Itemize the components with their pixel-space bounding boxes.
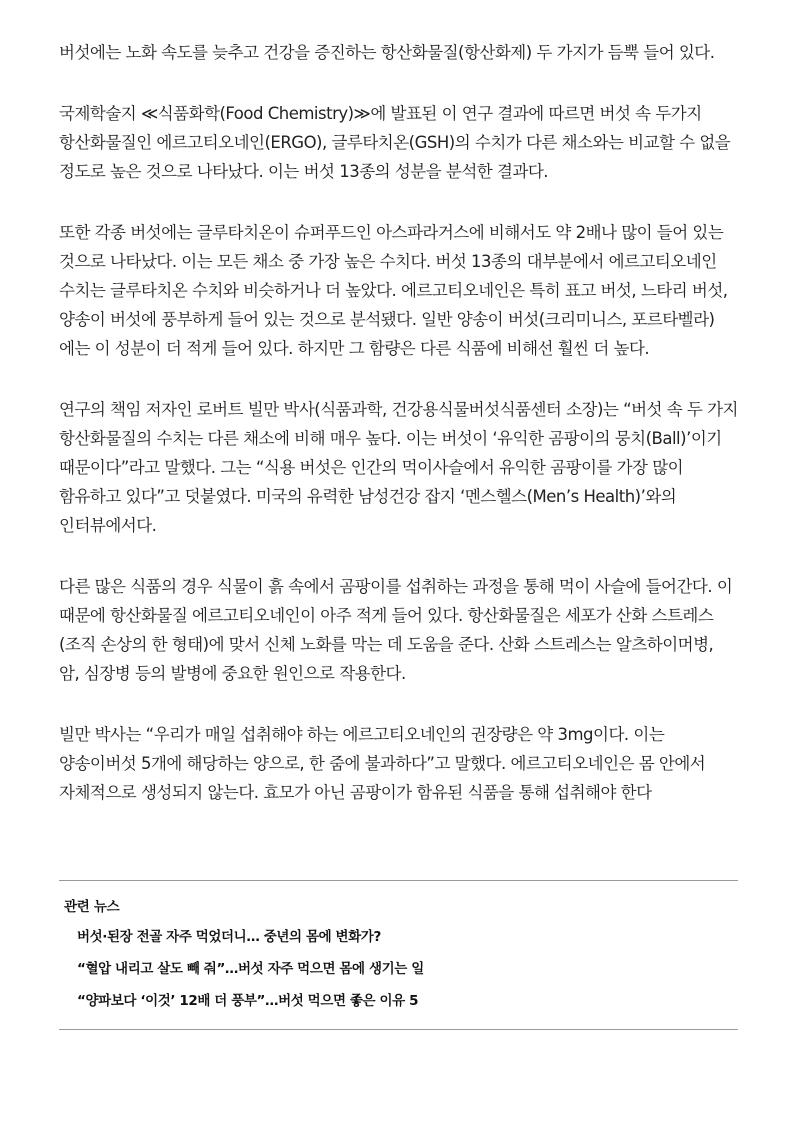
article-paragraph-1: 버섯에는 노화 속도를 늦추고 건강을 증진하는 항산화물질(항산화제) 두 가지가 듬뿍 들어 있다. xyxy=(59,43,715,62)
article-paragraph-3: 또한 각종 버섯에는 글루타치온이 슈퍼푸드인 아스파라거스에 비해서도 약 2배나 많이 들어 있는 것으로 나타났다. 이는 모든 채소 중 가장 높은 수치다. 버섯 13종의 대부분에서 에르고티오네인 수치는 글루타치온 수치와 비슷하거나 더 높았다. 에르고티오네인은 특히 표고 버섯, 느타리 버섯, 양송이 버섯에 풍부하게 들어 있는 것으로 분석됐다. 일반 양송이 버섯(크리미니스, 포르타벨라)에는 이 성분이 더 적게 들어 있다. 하지만 그 함량은 다른 식품에 비해선 훨씬 더 높다. xyxy=(59,223,728,358)
article-body xyxy=(59,38,738,839)
related-news-link-1[interactable]: 버섯·된장 전골 자주 먹었더니… 중년의 몸에 변화가? xyxy=(77,929,381,945)
article-paragraph-6: 빌만 박사는 “우리가 매일 섭취해야 하는 에르고티오네인의 권장량은 약 3mg이다. 이는 양송이버섯 5개에 해당하는 양으로, 한 줌에 불과하다”고 말했다. 에르고티오네인은 몸 안에서 자체적으로 생성되지 않는다. 효모가 아닌 곰팡이가 함유된 식품을 통해 섭취해야 한다 xyxy=(59,725,706,802)
article-paragraph-2: 국제학술지 ≪식품화학(Food Chemistry)≫에 발표된 이 연구 결과에 따르면 버섯 속 두가지 항산화물질인 에르고티오네인(ERGO), 글루타치온(GSH)의 수치가 다른 채소와는 비교할 수 없을 정도로 높은 것으로 나타났다. 이는 버섯 13종의 성분을 분석한 결과다. xyxy=(59,104,731,181)
related-news-title: 관련 뉴스 xyxy=(64,899,120,915)
article-paragraph-4: 연구의 책임 저자인 로버트 빌만 박사(식품과학, 건강용식물버섯식품센터 소장)는 “버섯 속 두 가지 항산화물질의 수치는 다른 채소에 비해 매우 높다. 이는 버섯이 ‘유익한 곰팡이의 뭉치(Ball)’이기 때문이다”라고 말했다. 그는 “식용 버섯은 인간의 먹이사슬에서 유익한 곰팡이를 가장 많이 함유하고 있다”고 덧붙였다. 미국의 유력한 남성건강 잡지 ‘멘스헬스(Men’s Health)’와의 인터뷰에서다. xyxy=(59,400,738,535)
article-paragraph-5: 다른 많은 식품의 경우 식물이 흙 속에서 곰팡이를 섭취하는 과정을 통해 먹이 사슬에 들어간다. 이 때문에 항산화물질 에르고티오네인이 아주 적게 들어 있다. 항산화물질은 세포가 산화 스트레스(조직 손상의 한 형태)에 맞서 신체 노화를 막는 데 도움을 준다. 산화 스트레스는 알츠하이머병, 암, 심장병 등의 발병에 중요한 원인으로 작용한다. xyxy=(59,577,733,683)
related-news-link-3[interactable]: “양파보다 ‘이것’ 12배 더 풍부”…버섯 먹으면 좋은 이유 5 xyxy=(77,993,419,1009)
related-news-box xyxy=(59,880,738,1030)
related-news-link-2[interactable]: “혈압 내리고 살도 빼 줘”…버섯 자주 먹으면 몸에 생기는 일 xyxy=(77,961,424,977)
related-news-list xyxy=(59,927,738,1023)
